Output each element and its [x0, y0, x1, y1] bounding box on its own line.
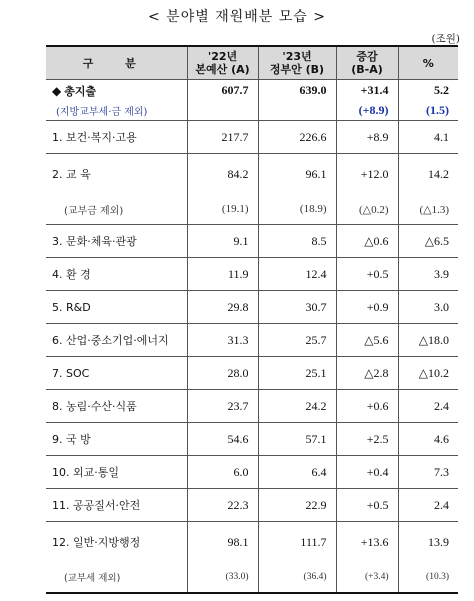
row-a: 29.8 — [187, 291, 258, 324]
table-subrow — [46, 562, 458, 593]
row-diff: +2.5 — [336, 423, 398, 456]
row-b: 226.6 — [258, 121, 336, 154]
budget-allocation-table — [46, 45, 458, 594]
table-row — [46, 522, 458, 563]
total-label-cell — [46, 80, 187, 102]
subrow-b: (36.4) — [258, 562, 336, 593]
row-diff: +0.9 — [336, 291, 398, 324]
row-pct: 3.9 — [398, 258, 458, 291]
subrow-label: (교부세 제외) — [46, 562, 187, 593]
row-label: 11. 공공질서·안전 — [46, 489, 187, 522]
header-col-pct: % — [398, 46, 458, 80]
row-diff: +13.6 — [336, 522, 398, 563]
header-col-b-year: '23년 — [282, 50, 312, 63]
row-label: 8. 농림·수산·식품 — [46, 390, 187, 423]
row-diff: △5.6 — [336, 324, 398, 357]
table-row — [46, 423, 458, 456]
table-row — [46, 258, 458, 291]
row-pct: 3.0 — [398, 291, 458, 324]
header-col-a-year: '22년 — [207, 50, 238, 63]
row-diff: +0.6 — [336, 390, 398, 423]
row-pct: 13.9 — [398, 522, 458, 563]
row-b: 24.2 — [258, 390, 336, 423]
row-pct: 2.4 — [398, 390, 458, 423]
row-b: 30.7 — [258, 291, 336, 324]
table-row — [46, 121, 458, 154]
header-col-diff — [336, 46, 398, 80]
row-pct: 7.3 — [398, 456, 458, 489]
subrow-pct: (△1.3) — [398, 194, 458, 225]
row-b: 111.7 — [258, 522, 336, 563]
subrow-a: (33.0) — [187, 562, 258, 593]
total-row — [46, 80, 458, 102]
total-pct: 5.2 — [398, 80, 458, 102]
total-sub-row — [46, 101, 458, 121]
row-label: 12. 일반·지방행정 — [46, 522, 187, 563]
row-a: 217.7 — [187, 121, 258, 154]
header-row — [46, 46, 458, 80]
row-label: 3. 문화·체육·관광 — [46, 225, 187, 258]
row-pct: 4.1 — [398, 121, 458, 154]
row-b: 57.1 — [258, 423, 336, 456]
total-a: 607.7 — [187, 80, 258, 102]
row-b: 6.4 — [258, 456, 336, 489]
row-pct: △18.0 — [398, 324, 458, 357]
table-row — [46, 225, 458, 258]
row-pct: 14.2 — [398, 154, 458, 195]
total-label: 총지출 — [64, 84, 97, 98]
row-pct: △10.2 — [398, 357, 458, 390]
total-b: 639.0 — [258, 80, 336, 102]
row-b: 8.5 — [258, 225, 336, 258]
row-label: 4. 환 경 — [46, 258, 187, 291]
total-sub-label: (지방교부세·금 제외) — [46, 101, 187, 121]
table-row — [46, 489, 458, 522]
row-label: 1. 보건·복지·고용 — [46, 121, 187, 154]
row-a: 22.3 — [187, 489, 258, 522]
header-col-b-label: 정부안 (B) — [269, 63, 325, 76]
table-row — [46, 291, 458, 324]
table-row — [46, 390, 458, 423]
row-diff: +8.9 — [336, 121, 398, 154]
row-label: 2. 교 육 — [46, 154, 187, 195]
subrow-label: (교부금 제외) — [46, 194, 187, 225]
row-diff: △2.8 — [336, 357, 398, 390]
row-label: 9. 국 방 — [46, 423, 187, 456]
table-subrow — [46, 194, 458, 225]
row-b: 22.9 — [258, 489, 336, 522]
row-b: 96.1 — [258, 154, 336, 195]
row-b: 25.7 — [258, 324, 336, 357]
row-a: 98.1 — [187, 522, 258, 563]
total-sub-pct: (1.5) — [398, 101, 458, 121]
row-a: 31.3 — [187, 324, 258, 357]
subrow-diff: (+3.4) — [336, 562, 398, 593]
row-a: 28.0 — [187, 357, 258, 390]
row-label: 6. 산업·중소기업·에너지 — [46, 324, 187, 357]
total-diff: +31.4 — [336, 80, 398, 102]
row-label: 10. 외교·통일 — [46, 456, 187, 489]
total-sub-diff: (+8.9) — [336, 101, 398, 121]
header-category: 구 분 — [46, 46, 187, 80]
subrow-b: (18.9) — [258, 194, 336, 225]
unit-label: (조원) — [431, 33, 460, 45]
row-diff: +0.5 — [336, 489, 398, 522]
row-diff: +0.5 — [336, 258, 398, 291]
row-label: 5. R&D — [46, 291, 187, 324]
row-a: 11.9 — [187, 258, 258, 291]
subrow-pct: (10.3) — [398, 562, 458, 593]
header-col-b — [258, 46, 336, 80]
row-pct: 2.4 — [398, 489, 458, 522]
table-row — [46, 154, 458, 195]
row-a: 9.1 — [187, 225, 258, 258]
diamond-bullet-icon: ◆ — [52, 83, 62, 98]
header-col-diff-formula: (B-A) — [351, 63, 383, 76]
row-b: 25.1 — [258, 357, 336, 390]
total-sub-a — [187, 101, 258, 121]
row-diff: △0.6 — [336, 225, 398, 258]
row-a: 54.6 — [187, 423, 258, 456]
table-row — [46, 456, 458, 489]
row-pct: 4.6 — [398, 423, 458, 456]
header-col-a-label: 본예산 (A) — [195, 63, 250, 76]
header-col-diff-label: 증감 — [356, 50, 378, 63]
row-pct: △6.5 — [398, 225, 458, 258]
subrow-a: (19.1) — [187, 194, 258, 225]
table-title: < 분야별 재원배분 모습 > — [148, 9, 326, 25]
table-row — [46, 357, 458, 390]
row-diff: +0.4 — [336, 456, 398, 489]
row-label: 7. SOC — [46, 357, 187, 390]
row-a: 23.7 — [187, 390, 258, 423]
row-a: 84.2 — [187, 154, 258, 195]
header-col-a — [187, 46, 258, 80]
total-sub-b — [258, 101, 336, 121]
subrow-diff: (△0.2) — [336, 194, 398, 225]
row-a: 6.0 — [187, 456, 258, 489]
table-row — [46, 324, 458, 357]
row-diff: +12.0 — [336, 154, 398, 195]
row-b: 12.4 — [258, 258, 336, 291]
